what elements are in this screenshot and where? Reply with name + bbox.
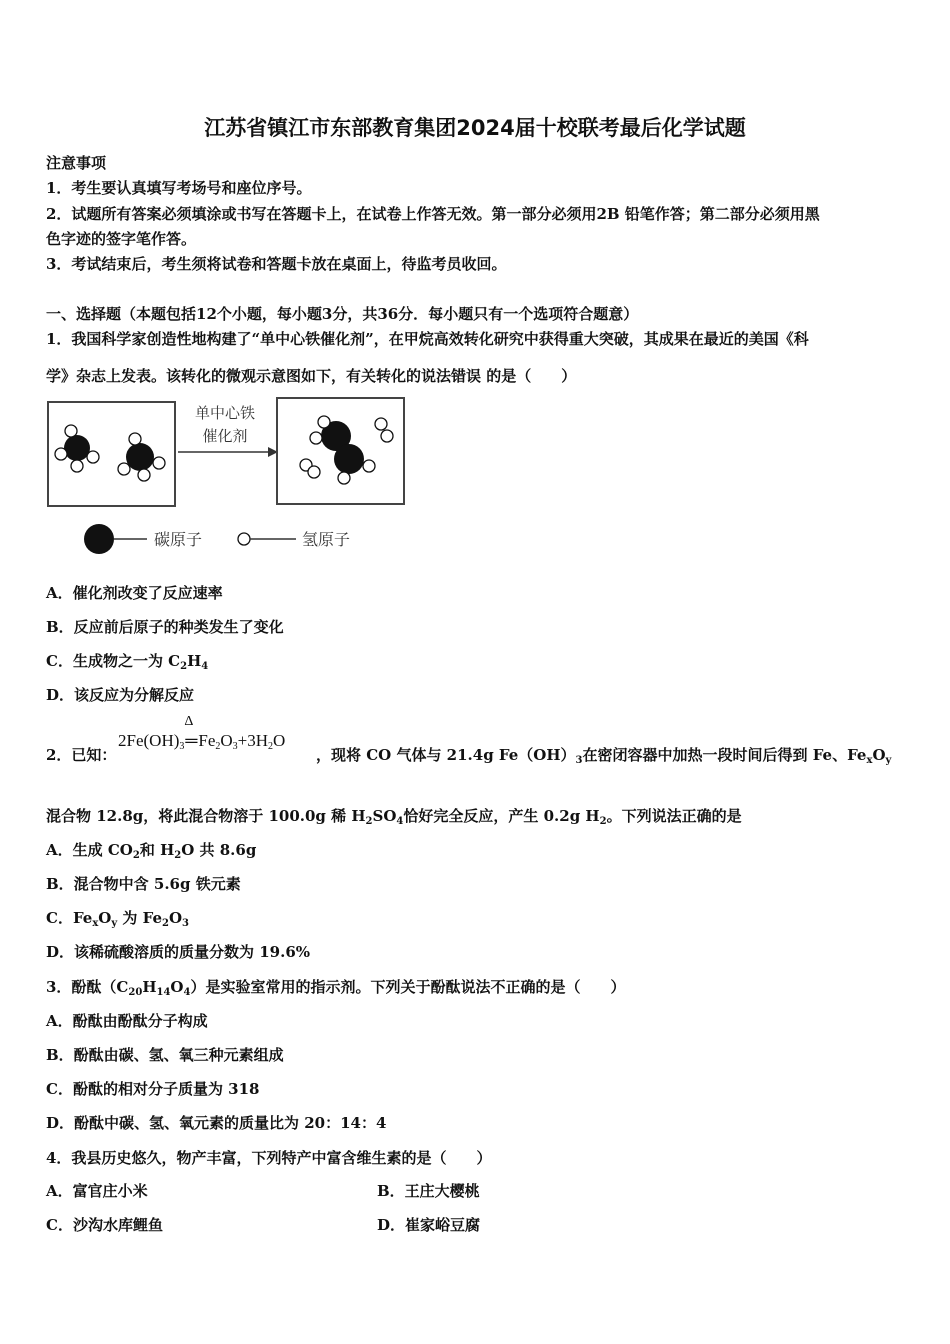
q2-stem-line2: 混合物 12.8g，将此混合物溶于 100.0g 稀 $H_2SO_4$恰好完全反应，产生 0.2g $H_2$。下列说法正确的是 <box>46 807 742 827</box>
q3-stem: 3．酚酞$(C_{20}H_{14}O_4)$是实验室常用的指示剂。下列关于酚酞说法不正确的是（ ） <box>46 978 626 998</box>
legend-carbon-icon <box>84 524 114 554</box>
legend-hydrogen-label: 氢原子 <box>302 530 351 549</box>
q2-option-a: A．生成 $CO_2$和 $H_2O$ 共 8.6g <box>46 841 257 861</box>
q2-equation: $2Fe(OH)_3$ Δ $═Fe_2O_3+3H_2O$ <box>118 714 286 752</box>
notice-item-1: 1．考生要认真填写考场号和座位序号。 <box>46 179 312 197</box>
q2-prefix: 2．已知： <box>46 746 117 764</box>
arrow-label-2: 催化剂 <box>202 427 248 445</box>
q4-option-c: C．沙沟水库鲤鱼 <box>46 1216 163 1234</box>
q1-stem-line1: 1．我国科学家创造性地构建了“单中心铁催化剂”，在甲烷高效转化研究中获得重大突破，其成果在最近的美国《科 <box>46 330 809 348</box>
reaction-diagram-svg <box>44 396 414 556</box>
section-heading: 一、选择题（本题包括12个小题，每小题3分，共36分．每小题只有一个选项符合题意） <box>46 305 639 323</box>
q4-option-b: B．王庄大樱桃 <box>377 1182 480 1200</box>
page-title: 江苏省镇江市东部教育集团2024届十校联考最后化学试题 <box>204 116 746 140</box>
q1-option-d: D．该反应为分解反应 <box>46 686 195 704</box>
notice-item-3: 3．考试结束后，考生须将试卷和答题卡放在桌面上，待监考员收回。 <box>46 255 507 273</box>
q2-option-b: B．混合物中含 5.6g 铁元素 <box>46 875 241 893</box>
arrow-label-1: 单中心铁 <box>194 404 256 422</box>
q3-option-b: B．酚酞由碳、氢、氧三种元素组成 <box>46 1046 284 1064</box>
q2-stem-line1: ，现将 CO 气体与 21.4g $Fe(OH)_3$在密闭容器中加热一段时间后得到 Fe、$Fe_xO_y$ <box>316 746 892 766</box>
notice-item-2-cont: 色字迹的签字笔作答。 <box>46 230 197 248</box>
notice-item-2: 2．试题所有答案必须填涂或书写在答题卡上，在试卷上作答无效。第一部分必须用2B 铅笔作答；第二部分必须用黑 <box>46 205 820 223</box>
q2-option-c: C．$Fe_xO_y$ 为 $Fe_2O_3$ <box>46 909 190 929</box>
q4-stem: 4．我县历史悠久，物产丰富，下列特产中富含维生素的是（ ） <box>46 1149 492 1167</box>
q1-option-c: C．生成物之一为 $C_2H_4$ <box>46 652 209 672</box>
q3-option-a: A．酚酞由酚酞分子构成 <box>46 1012 208 1030</box>
q4-option-a: A．富官庄小米 <box>46 1182 148 1200</box>
legend-hydrogen-icon <box>238 533 250 545</box>
notice-heading: 注意事项 <box>46 154 107 172</box>
q1-stem-line2: 学》杂志上发表。该转化的微观示意图如下，有关转化的说法错误 的是（ ） <box>46 367 577 385</box>
q1-option-a: A．催化剂改变了反应速率 <box>46 584 223 602</box>
q2-option-d: D．该稀硫酸溶质的质量分数为 19.6% <box>46 943 311 961</box>
q3-option-c: C．酚酞的相对分子质量为 318 <box>46 1080 260 1098</box>
q1-option-b: B．反应前后原子的种类发生了变化 <box>46 618 284 636</box>
legend-carbon-label: 碳原子 <box>154 530 203 549</box>
q3-option-d: D．酚酞中碳、氢、氧元素的质量比为 20：14：4 <box>46 1114 387 1132</box>
q4-option-d: D．崔家峪豆腐 <box>377 1216 481 1234</box>
q1-reaction-figure <box>44 396 414 556</box>
